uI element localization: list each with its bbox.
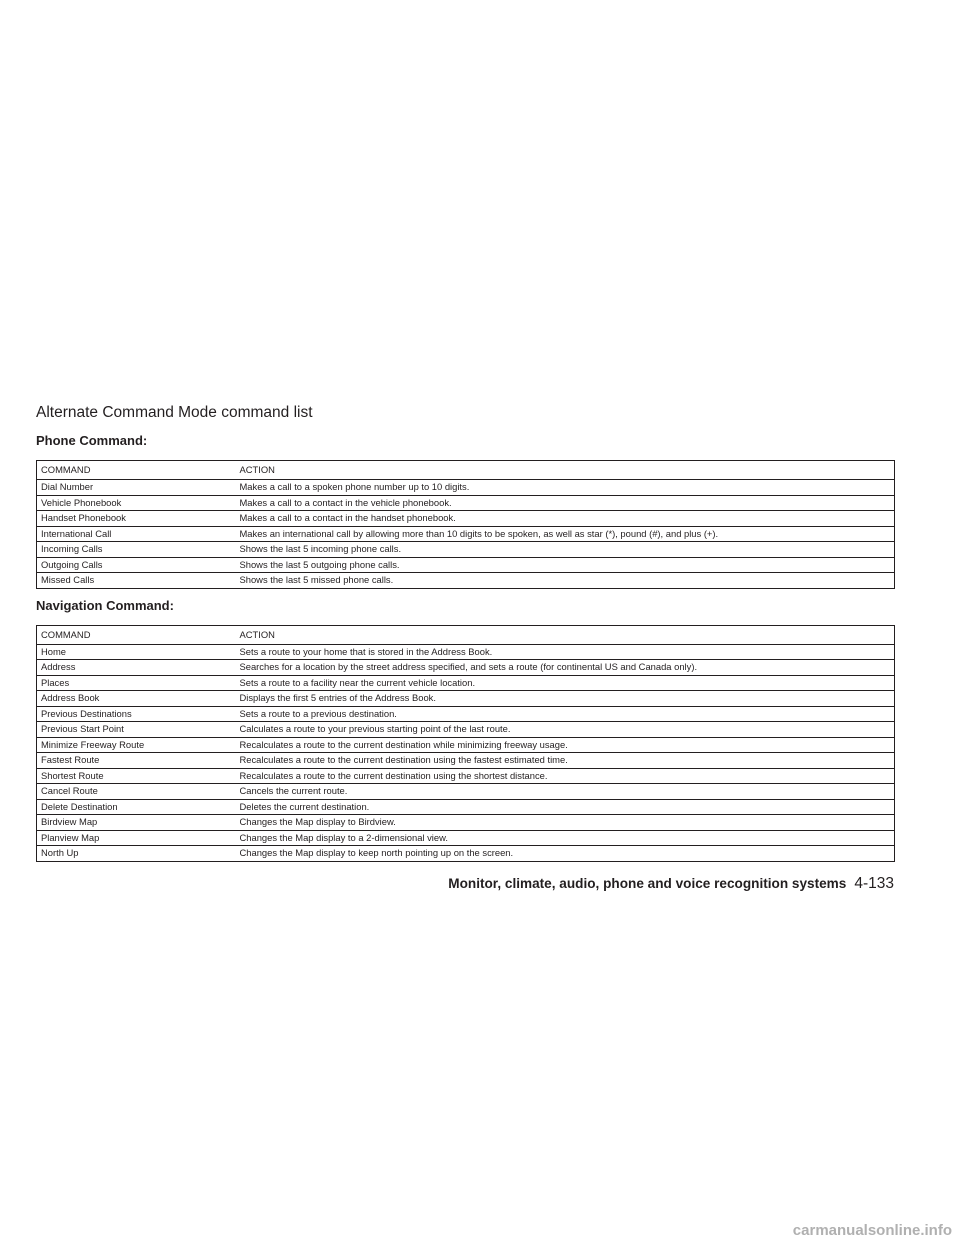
command-cell: Address Book <box>37 691 236 707</box>
page-footer <box>424 875 894 897</box>
action-cell: Makes a call to a contact in the vehicle phonebook. <box>236 495 895 511</box>
table-row <box>37 526 895 542</box>
action-cell: Changes the Map display to keep north pointing up on the screen. <box>239 847 514 858</box>
action-cell: Makes a call to a contact in the handset phonebook. <box>236 511 895 527</box>
table-row <box>37 815 895 831</box>
action-cell: Shows the last 5 missed phone calls. <box>239 574 394 585</box>
action-cell: Cancels the current route. <box>236 784 895 800</box>
action-cell: Calculates a route to your previous starting point of the last route. <box>236 722 895 738</box>
table-row <box>37 830 895 846</box>
action-cell: Sets a route to your home that is stored in the Address Book. <box>236 644 895 660</box>
action-cell: Sets a route to a facility near the current vehicle location. <box>236 675 895 691</box>
command-cell: Incoming Calls <box>37 542 236 558</box>
action-cell: Deletes the current destination. <box>236 799 895 815</box>
table-row <box>37 706 895 722</box>
table-header-row <box>37 625 895 644</box>
command-cell: Previous Start Point <box>37 722 236 738</box>
command-cell: Outgoing Calls <box>37 557 236 573</box>
table-row <box>37 737 895 753</box>
action-cell: Changes the Map display to Birdview. <box>236 815 895 831</box>
header-command: COMMAND <box>37 625 236 644</box>
chapter-title: Monitor, climate, audio, phone and voice recognition systems <box>448 876 847 891</box>
table-row <box>37 675 895 691</box>
table-row <box>37 480 895 496</box>
command-cell: Delete Destination <box>37 799 236 815</box>
table-row <box>37 511 895 527</box>
command-cell: Dial Number <box>37 480 236 496</box>
manual-page <box>36 402 894 862</box>
action-cell: Shows the last 5 incoming phone calls. <box>236 542 895 558</box>
action-cell: Sets a route to a previous destination. <box>236 706 895 722</box>
command-cell: Address <box>37 660 236 676</box>
action-cell: Recalculates a route to the current destination using the shortest distance. <box>236 768 895 784</box>
navigation-command-table <box>36 625 895 862</box>
command-cell: Minimize Freeway Route <box>37 737 236 753</box>
command-cell: Shortest Route <box>37 768 236 784</box>
action-cell: Displays the first 5 entries of the Address Book. <box>236 691 895 707</box>
navigation-command-heading: Navigation Command: <box>36 597 174 613</box>
header-action: ACTION <box>236 625 895 644</box>
command-cell: Birdview Map <box>37 815 236 831</box>
table-header-row <box>37 461 895 480</box>
watermark: carmanualsonline.info <box>792 1222 952 1239</box>
table-row <box>37 784 895 800</box>
header-action: ACTION <box>236 461 895 480</box>
action-cell: Searches for a location by the street address specified, and sets a route (for continental US and Canada only). <box>236 660 895 676</box>
table-row <box>37 660 895 676</box>
phone-command-heading: Phone Command: <box>36 433 148 448</box>
command-cell: Home <box>37 644 236 660</box>
command-cell: Planview Map <box>37 830 236 846</box>
action-cell: Makes an international call by allowing more than 10 digits to be spoken, as well as star (*), pound (#), and plus (+). <box>236 526 895 542</box>
table-row <box>37 799 895 815</box>
command-cell: International Call <box>37 526 236 542</box>
phone-command-table <box>36 460 895 589</box>
command-cell: North Up <box>41 847 79 858</box>
command-cell: Fastest Route <box>37 753 236 769</box>
header-command: COMMAND <box>37 461 236 480</box>
action-cell: Shows the last 5 outgoing phone calls. <box>236 557 895 573</box>
page-number: 4-133 <box>854 875 894 892</box>
command-cell: Previous Destinations <box>37 706 236 722</box>
table-row <box>37 753 895 769</box>
table-row <box>37 691 895 707</box>
action-cell: Recalculates a route to the current destination using the fastest estimated time. <box>236 753 895 769</box>
action-cell: Makes a call to a spoken phone number up to 10 digits. <box>236 480 895 496</box>
command-cell: Places <box>37 675 236 691</box>
action-cell: Recalculates a route to the current destination while minimizing freeway usage. <box>236 737 895 753</box>
command-cell: Cancel Route <box>37 784 236 800</box>
command-cell: Handset Phonebook <box>37 511 236 527</box>
table-row <box>37 644 895 660</box>
table-row <box>37 495 895 511</box>
table-row <box>37 557 895 573</box>
table-row <box>37 768 895 784</box>
section-title: Alternate Command Mode command list <box>36 404 313 421</box>
table-row <box>37 573 895 589</box>
table-row <box>37 542 895 558</box>
action-cell: Changes the Map display to a 2-dimensional view. <box>236 830 895 846</box>
table-row <box>37 846 895 862</box>
command-cell: Vehicle Phonebook <box>37 495 236 511</box>
table-row <box>37 722 895 738</box>
command-cell: Missed Calls <box>41 574 95 585</box>
